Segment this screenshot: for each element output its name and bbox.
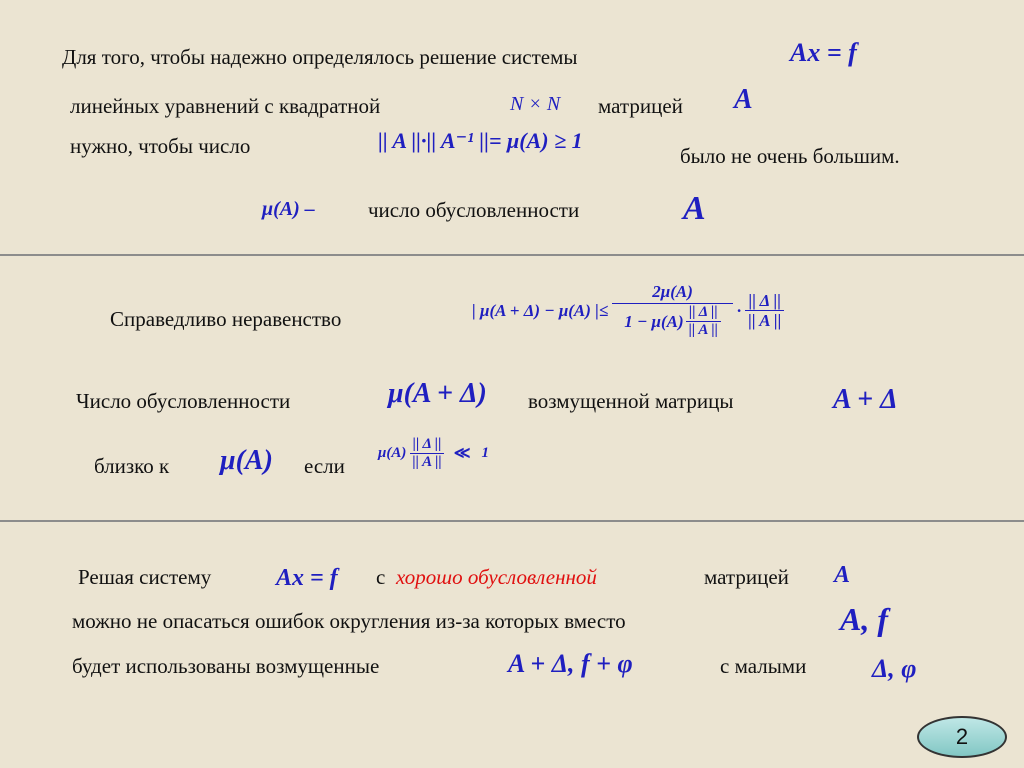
right-denominator: || A || [748, 311, 782, 330]
condition-number-label: число обусловленности [368, 198, 580, 222]
intro-line-2: линейных уравнений с квадратной [70, 94, 381, 118]
intro-line-3-end: было не очень большим. [680, 144, 900, 168]
math-n-by-n: N × N [510, 93, 561, 115]
rounding-errors-text: можно не опасаться ошибок округления из-за которых вместо [72, 609, 626, 633]
matrix-label-2: матрицей [704, 565, 789, 589]
math-matrix-a-large: A [683, 190, 706, 227]
right-numerator: || Δ || [745, 292, 784, 311]
intro-line-3: нужно, чтобы число [70, 134, 251, 158]
math-a-plus-delta: A + Δ [833, 384, 898, 415]
condition-numerator: || Δ || [410, 437, 445, 454]
condition-denominator: || A || [412, 454, 442, 470]
math-ax-equals-f-2: Ax = f [276, 565, 338, 591]
close-to-label: близко к [94, 454, 170, 478]
inequality-dot: · [736, 301, 742, 320]
math-delta-phi: Δ, φ [872, 654, 917, 683]
math-a-f: A, f [840, 601, 888, 637]
condition-mu: μ(A) [378, 445, 407, 461]
math-mu-a: μ(A) – [262, 198, 315, 220]
math-smallness-condition [378, 437, 489, 470]
intro-line-2-matrix: матрицей [598, 94, 683, 118]
inequality-main-fraction [612, 283, 733, 338]
math-ax-equals-f: Ax = f [790, 38, 857, 67]
with-label: с [376, 565, 386, 589]
if-label: если [304, 454, 345, 478]
math-matrix-a-3: A [834, 562, 851, 588]
perturbed-label: Число обусловленности [76, 389, 291, 413]
inequality-denominator-a: 1 − μ(A) [624, 312, 684, 331]
inner-numerator: || Δ || [686, 305, 721, 322]
inequality-right-fraction [745, 292, 784, 329]
inequality-numerator: 2μ(A) [612, 283, 733, 304]
page-number-badge: 2 [917, 716, 1007, 758]
condition-fraction [409, 437, 444, 470]
math-inequality [472, 283, 784, 338]
inequality-label: Справедливо неравенство [110, 307, 342, 331]
inner-denominator: || A || [688, 322, 718, 338]
solving-label: Решая систему [78, 565, 212, 589]
small-label: с малыми [720, 654, 807, 678]
inequality-inner-fraction [686, 305, 721, 338]
math-mu-a-plus-delta: μ(A + Δ) [388, 378, 487, 409]
perturbed-matrix-label: возмущенной матрицы [528, 389, 734, 413]
section-divider-1 [0, 254, 1024, 256]
well-conditioned-emphasis: хорошо обусловленной [396, 565, 597, 589]
math-mu-a-close: μ(A) [220, 445, 273, 476]
much-less-symbol: ≪ [453, 444, 471, 462]
condition-one: 1 [481, 445, 489, 461]
math-perturbed-a-f: A + Δ, f + φ [508, 649, 633, 678]
intro-line-1: Для того, чтобы надежно определялось решение системы [62, 45, 578, 69]
math-condition-number-formula: || A ||·|| A⁻¹ ||= μ(A) ≥ 1 [378, 128, 583, 153]
inequality-lhs: | μ(A + Δ) − μ(A) |≤ [472, 301, 609, 320]
perturbed-used-text: будет использованы возмущенные [72, 654, 380, 678]
section-divider-2 [0, 520, 1024, 522]
math-matrix-a: A [734, 84, 753, 115]
